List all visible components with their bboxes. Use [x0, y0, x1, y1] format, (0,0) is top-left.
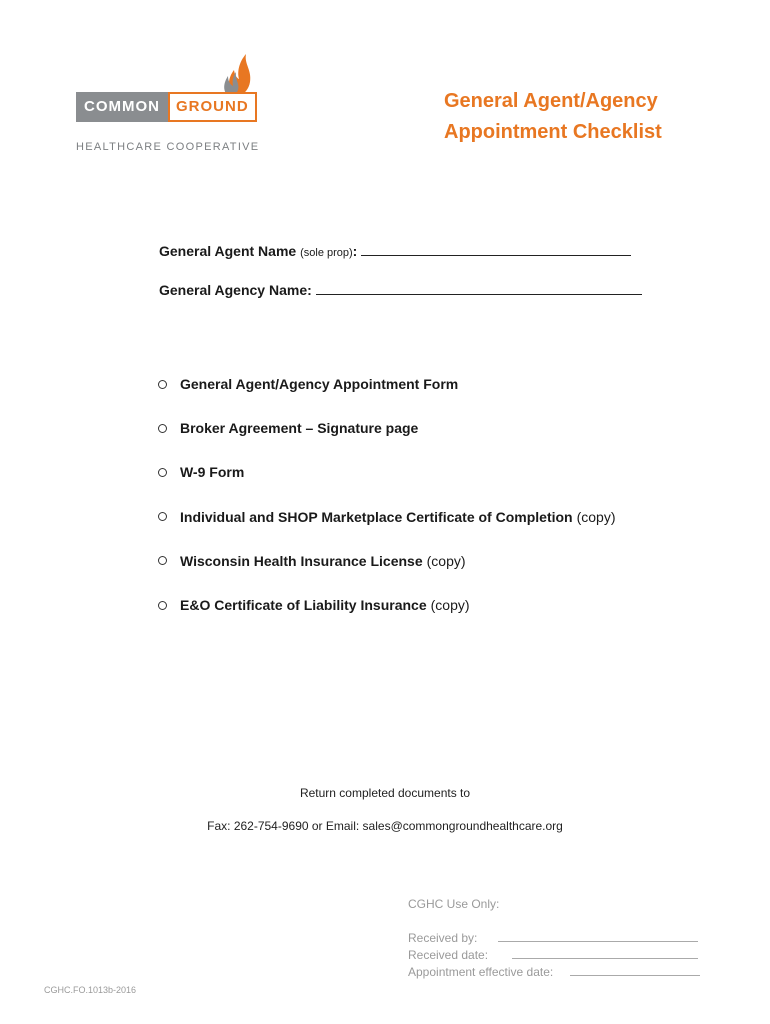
return-instructions: Return completed documents to — [299, 786, 471, 800]
received-date-label: Received date: — [408, 948, 489, 962]
checklist-item — [158, 583, 718, 627]
checkbox-circle-icon[interactable] — [158, 512, 167, 521]
logo-tagline: HEALTHCARE COOPERATIVE — [76, 141, 260, 153]
logo-word-ground: GROUND — [168, 92, 257, 122]
logo-word-common: COMMON — [76, 92, 168, 122]
checklist-item-label: Broker Agreement – Signature page — [180, 420, 419, 437]
checklist-item — [158, 406, 718, 450]
agency-name-field — [159, 282, 642, 298]
document-title — [444, 86, 662, 148]
flame-icon — [222, 52, 254, 96]
received-by-label: Received by: — [408, 931, 478, 945]
agency-name-label: General Agency Name: — [159, 282, 312, 298]
checkbox-circle-icon[interactable] — [158, 468, 167, 477]
checklist-item — [158, 450, 718, 494]
agent-name-colon: : — [352, 243, 358, 259]
checklist-item-label: General Agent/Agency Appointment Form — [180, 376, 459, 393]
checkbox-circle-icon[interactable] — [158, 424, 167, 433]
document-checklist — [158, 362, 718, 627]
checklist-item-suffix: (copy) — [426, 552, 466, 569]
checklist-item-label: E&O Certificate of Liability Insurance — [180, 597, 427, 614]
office-use-heading: CGHC Use Only: — [408, 897, 500, 911]
title-line-2: Appointment Checklist — [444, 121, 662, 143]
received-date-row — [408, 948, 553, 965]
received-by-row — [408, 931, 553, 948]
effective-date-blank[interactable] — [570, 975, 700, 976]
effective-date-row — [408, 965, 553, 982]
checklist-item-label: Wisconsin Health Insurance License — [180, 552, 423, 569]
checklist-item-suffix: (copy) — [576, 508, 616, 525]
office-use-block — [408, 897, 553, 982]
agent-name-field — [159, 243, 631, 259]
checklist-item — [158, 539, 718, 583]
agent-name-blank[interactable] — [361, 243, 631, 256]
checklist-item-label: W-9 Form — [180, 464, 245, 481]
checklist-item-suffix: (copy) — [430, 597, 470, 614]
received-by-blank[interactable] — [498, 941, 698, 942]
agency-name-blank[interactable] — [316, 282, 642, 295]
agent-name-note: (sole prop) — [300, 247, 353, 259]
checkbox-circle-icon[interactable] — [158, 380, 167, 389]
contact-info: Fax: 262-754-9690 or Email: sales@commongroundhealthcare.org — [207, 819, 563, 833]
checklist-item-label: Individual and SHOP Marketplace Certificate of Completion — [180, 508, 573, 525]
title-line-1: General Agent/Agency — [444, 90, 658, 112]
logo-wordmark — [76, 92, 257, 122]
checkbox-circle-icon[interactable] — [158, 556, 167, 565]
effective-date-label: Appointment effective date: — [408, 965, 554, 979]
agent-name-label: General Agent Name — [159, 243, 297, 259]
received-date-blank[interactable] — [512, 958, 698, 959]
form-code: CGHC.FO.1013b-2016 — [44, 985, 137, 995]
checklist-item — [158, 362, 718, 406]
company-logo — [76, 52, 260, 158]
checkbox-circle-icon[interactable] — [158, 601, 167, 610]
checklist-item — [158, 495, 718, 539]
